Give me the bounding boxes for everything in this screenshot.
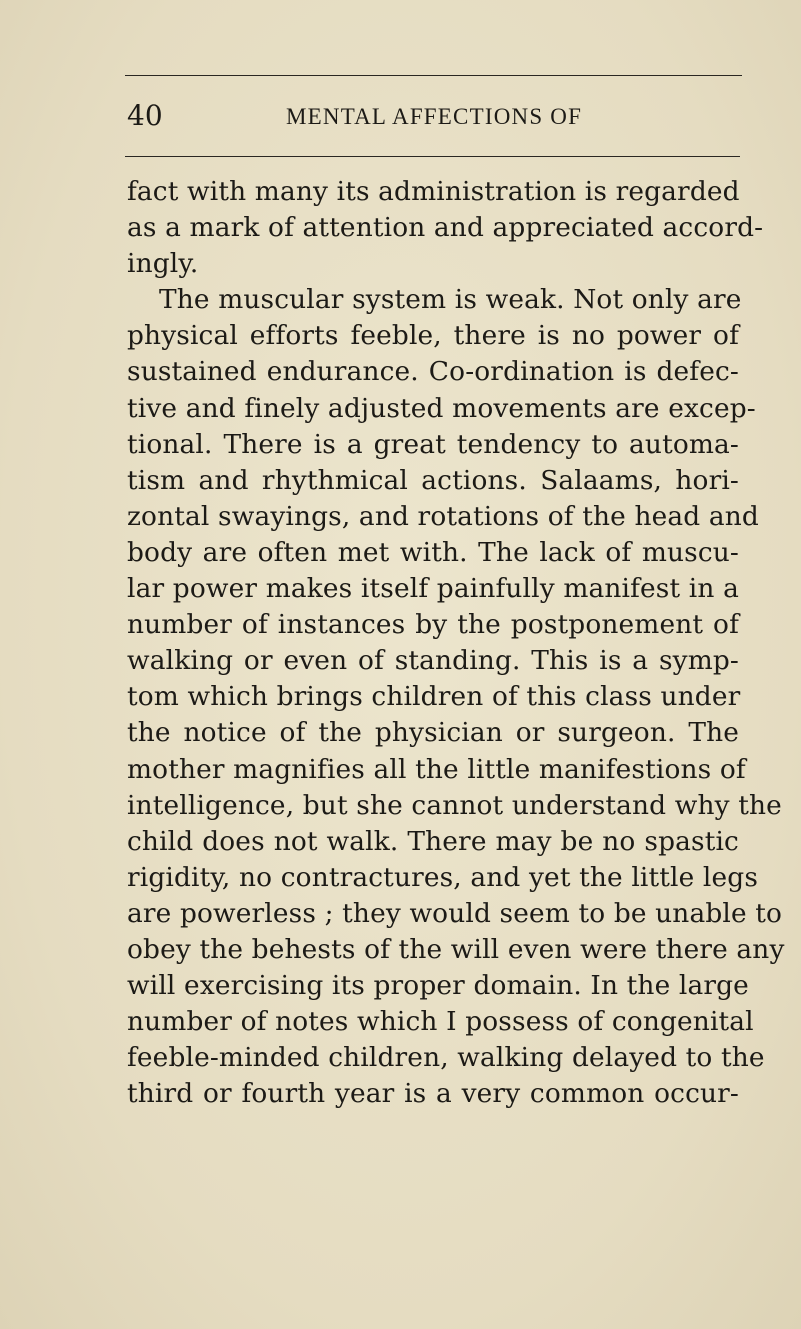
text-line: fact with many its administration is regarded <box>127 176 740 207</box>
text-line: will exercising its proper domain. In the large <box>127 970 749 1002</box>
text-line: the notice of the physician or surgeon. The <box>127 717 739 749</box>
running-head: MENTAL AFFECTIONS OF <box>286 104 583 129</box>
text-line: number of notes which I possess of congenital <box>127 1006 754 1038</box>
text-line: ingly. <box>127 248 199 280</box>
text-line: tive and finely adjusted movements are excep- <box>127 392 756 424</box>
paragraph-first-line: The muscular system is weak. Not only are <box>159 284 742 316</box>
text-line: zontal swayings, and rotations of the head and <box>127 500 759 532</box>
text-line: tom which brings children of this class under <box>127 681 741 713</box>
text-line: tional. There is a great tendency to automa- <box>127 428 739 460</box>
text-line: tism and rhythmical actions. Salaams, hori- <box>127 464 739 496</box>
text-line: intelligence, but she cannot understand why the <box>127 789 782 821</box>
text-line: rigidity, no contractures, and yet the little legs <box>127 861 759 893</box>
text-line: child does not walk. There may be no spastic <box>127 825 739 857</box>
text-line: sustained endurance. Co-ordination is defec- <box>127 356 739 388</box>
text-line: third or fourth year is a very common occur- <box>127 1078 739 1110</box>
text-line: are powerless ; they would seem to be unable to <box>127 897 783 929</box>
header-bottom-rule <box>125 156 740 157</box>
text-line: obey the behests of the will even were there any <box>127 933 785 965</box>
text-line: body are often met with. The lack of muscu- <box>127 536 739 568</box>
text-line: mother magnifies all the little manifestions of <box>127 753 746 785</box>
header-top-rule <box>125 75 742 76</box>
text-line: walking or even of standing. This is a symp- <box>127 645 739 677</box>
page-number: 40 <box>127 99 163 132</box>
text-line: number of instances by the postponement of <box>127 609 739 641</box>
body-text <box>127 174 785 1112</box>
text-line: feeble-minded children, walking delayed to the <box>127 1042 765 1074</box>
text-line: physical efforts feeble, there is no power of <box>127 320 739 352</box>
text-line: lar power makes itself painfully manifest in a <box>127 573 739 605</box>
page-header <box>0 96 801 136</box>
text-line: as a mark of attention and appreciated accord- <box>127 212 764 244</box>
